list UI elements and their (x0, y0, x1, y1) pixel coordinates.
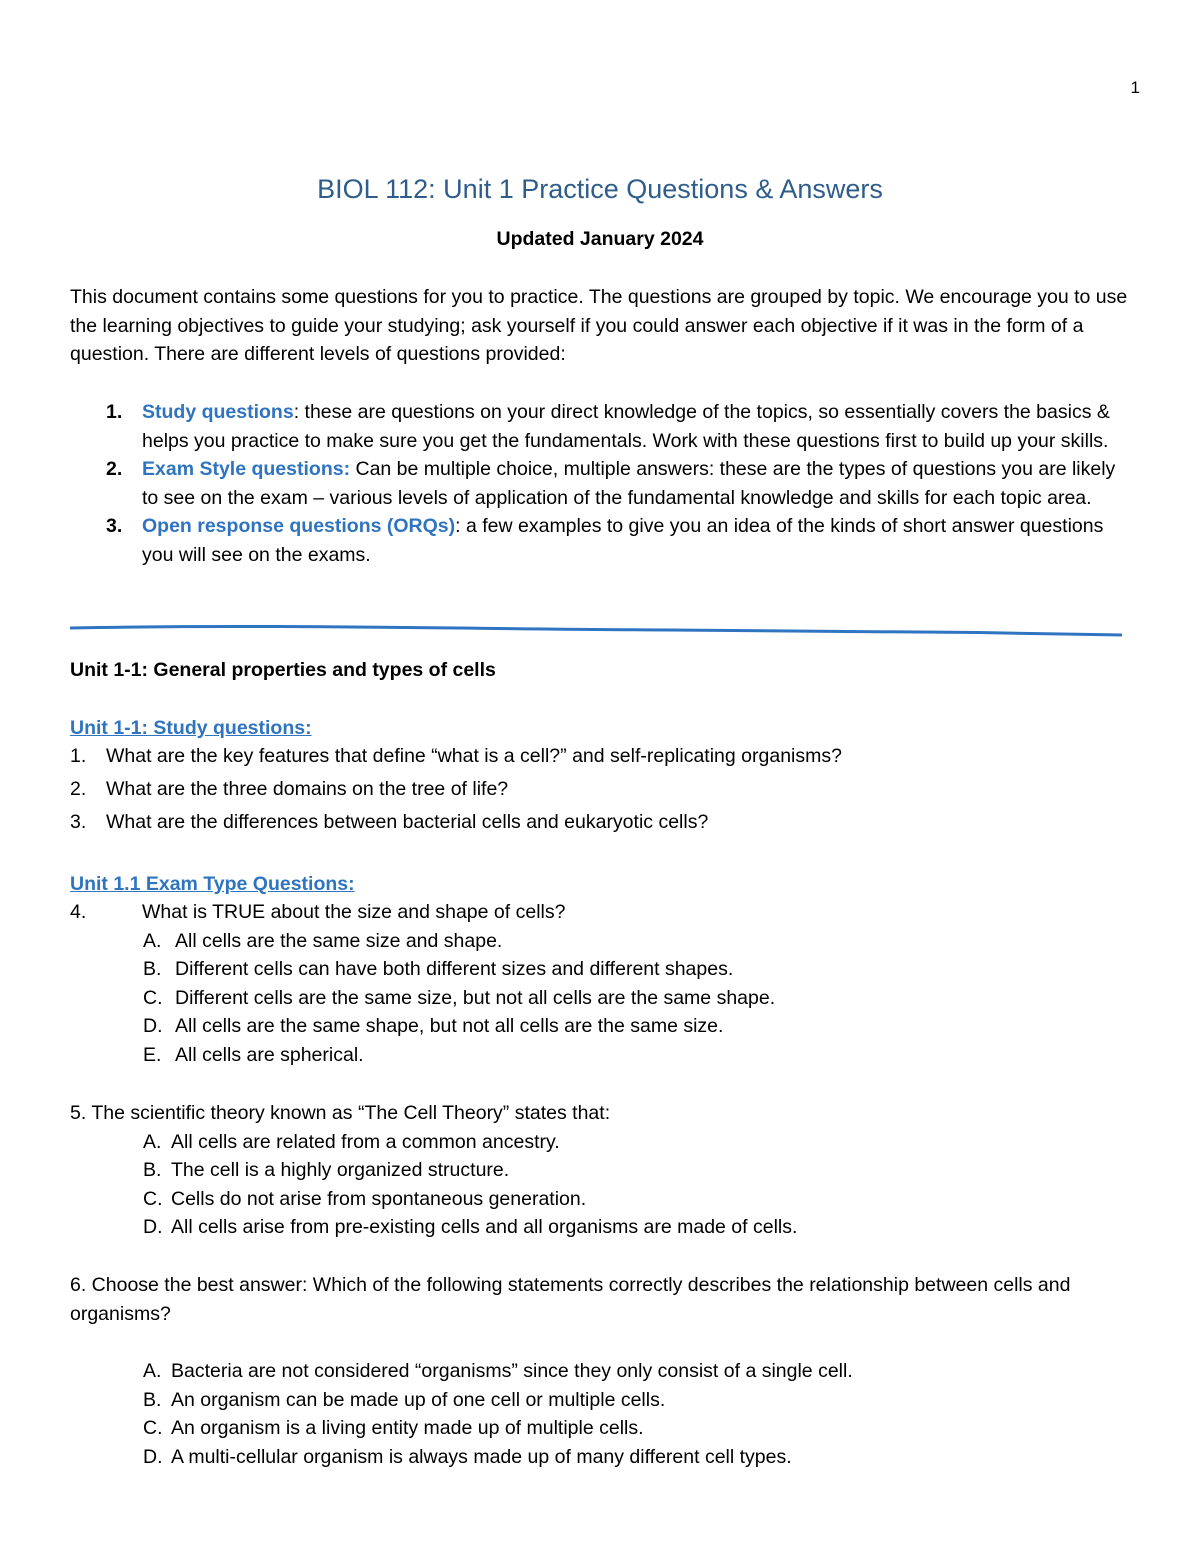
question-levels-list (70, 398, 1135, 569)
answer-option (70, 1213, 1135, 1242)
option-letter: B. (143, 958, 162, 980)
question-4 (70, 898, 1135, 1069)
question-5 (70, 1099, 1135, 1242)
question-stem: 5. The scientific theory known as “The Cell Theory” states that: (70, 1102, 611, 1124)
option-letter: D. (143, 1015, 163, 1037)
option-letter: C. (143, 986, 163, 1009)
study-questions-heading: Unit 1-1: Study questions: (70, 717, 312, 739)
option-letter: B. (143, 1159, 162, 1181)
answer-option (70, 1041, 1135, 1070)
answer-option (70, 1443, 1135, 1472)
option-letter: C. (143, 1417, 163, 1439)
section-divider-line (70, 620, 1122, 638)
question-stem (70, 898, 1135, 927)
level-name: Open response questions (ORQs) (142, 515, 456, 537)
item-number: 2. (70, 778, 87, 800)
option-text: All cells arise from pre-existing cells and all organisms are made of cells. (171, 1216, 798, 1238)
option-letter: B. (143, 1388, 162, 1411)
question-number: 4. (70, 901, 87, 923)
level-item-study (70, 398, 1135, 455)
option-letter: D. (143, 1445, 163, 1468)
option-text: All cells are the same size and shape. (175, 929, 503, 952)
list-item (70, 740, 1135, 773)
option-letter: D. (143, 1216, 163, 1238)
study-questions-list (70, 740, 1135, 839)
answer-option (70, 927, 1135, 956)
option-text: Different cells are the same size, but not all cells are the same shape. (175, 986, 776, 1009)
level-description: Can be multiple choice, multiple answers: these are the types of questions you are likely to see on the exam – various levels of application of the fundamental knowledge and skills for each topic area. (142, 458, 1116, 509)
option-text: Cells do not arise from spontaneous generation. (171, 1187, 587, 1210)
answer-option (70, 1414, 1135, 1443)
level-number: 3. (106, 515, 123, 537)
level-item-open-response (70, 512, 1135, 569)
item-number: 3. (70, 811, 87, 833)
option-text: An organism is a living entity made up of multiple cells. (171, 1417, 644, 1439)
option-text: The cell is a highly organized structure. (171, 1159, 510, 1181)
item-text: What are the key features that define “what is a cell?” and self-replicating organisms? (106, 745, 842, 767)
level-name: Exam Style questions: (142, 458, 351, 480)
item-text: What are the differences between bacterial cells and eukaryotic cells? (106, 811, 709, 833)
level-item-exam-style (70, 455, 1135, 512)
answer-option (70, 1357, 1135, 1386)
option-letter: A. (143, 1130, 162, 1153)
option-letter: C. (143, 1187, 163, 1210)
document-title: BIOL 112: Unit 1 Practice Questions & Answers (317, 174, 883, 204)
level-description: : a few examples to give you an idea of the kinds of short answer questions you will see on the exams. (142, 515, 1104, 566)
option-letter: A. (143, 929, 162, 952)
document-subtitle: Updated January 2024 (496, 228, 704, 250)
list-item (70, 806, 1135, 839)
option-text: All cells are the same shape, but not all cells are the same size. (175, 1015, 724, 1037)
list-item (70, 773, 1135, 806)
item-number: 1. (70, 745, 87, 767)
page-number: 1 (1130, 78, 1140, 97)
intro-paragraph: This document contains some questions for you to practice. The questions are grouped by topic. We encourage you to use the learning objectives to guide your studying; ask yourself if you could answer each objective if it was in the form of a question. There are different levels of questions provided: (70, 286, 1128, 365)
level-description: : these are questions on your direct knowledge of the topics, so essentially covers the basics & helps you practice to make sure you get the fundamentals. Work with these questions first to build up your skills. (142, 401, 1110, 452)
option-text: An organism can be made up of one cell or multiple cells. (171, 1388, 666, 1411)
option-text: Bacteria are not considered “organisms” since they only consist of a single cell. (171, 1360, 853, 1382)
exam-questions-heading: Unit 1.1 Exam Type Questions: (70, 873, 355, 895)
level-name: Study questions (142, 401, 294, 423)
spacer (70, 1328, 1135, 1357)
option-letter: E. (143, 1043, 162, 1066)
section-heading: Unit 1-1: General properties and types of cells (70, 659, 496, 681)
question-stem: 6. Choose the best answer: Which of the following statements correctly describes the relationship between cells and organisms? (70, 1274, 1071, 1325)
answer-option (70, 984, 1135, 1013)
option-text: Different cells can have both different sizes and different shapes. (175, 958, 734, 980)
question-text: What is TRUE about the size and shape of cells? (142, 901, 566, 923)
option-letter: A. (143, 1360, 162, 1382)
answer-option (70, 1012, 1135, 1041)
answer-option (70, 955, 1135, 984)
answer-option (70, 1156, 1135, 1185)
option-text: All cells are related from a common ancestry. (171, 1130, 560, 1153)
level-number: 2. (106, 458, 123, 480)
level-number: 1. (106, 401, 123, 423)
question-6 (70, 1271, 1135, 1471)
answer-option (70, 1185, 1135, 1214)
answer-option (70, 1386, 1135, 1415)
answer-option (70, 1128, 1135, 1157)
option-text: A multi-cellular organism is always made up of many different cell types. (171, 1445, 792, 1468)
option-text: All cells are spherical. (175, 1043, 364, 1066)
item-text: What are the three domains on the tree of life? (106, 778, 509, 800)
